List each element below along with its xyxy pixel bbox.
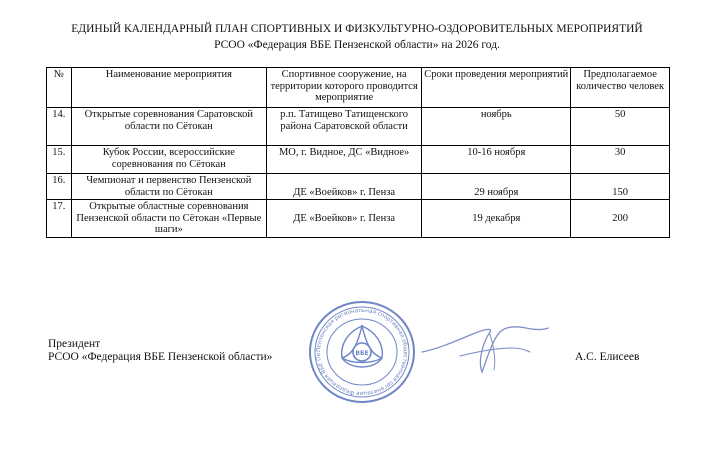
cell-venue: ДЕ «Воейков» г. Пенза (267, 200, 422, 238)
cell-number: 15. (47, 146, 72, 174)
signatory-organization: РСОО «Федерация ВБЕ Пензенской области» (48, 351, 273, 363)
table-row (47, 108, 670, 146)
table-row (47, 146, 670, 174)
col-header-number: № (47, 68, 72, 108)
document-title-line1: ЕДИНЫЙ КАЛЕНДАРНЫЙ ПЛАН СПОРТИВНЫХ И ФИЗКУЛЬТУРНО-ОЗДОРОВИТЕЛЬНЫХ МЕРОПРИЯТИЙ (71, 23, 643, 35)
col-header-event-name: Наименование мероприятия (71, 68, 266, 108)
table-row (47, 200, 670, 238)
cell-event-name: Открытые областные соревнования Пензенской области по Сётокан «Первые шаги» (71, 200, 266, 238)
cell-participants: 150 (571, 174, 670, 200)
cell-number: 16. (47, 174, 72, 200)
cell-participants: 50 (571, 108, 670, 146)
table-header-row (47, 68, 670, 108)
cell-dates: 10-16 ноября (422, 146, 571, 174)
col-header-participants: Предполагаемое количество человек (571, 68, 670, 108)
cell-number: 14. (47, 108, 72, 146)
cell-venue: ДЕ «Воейков» г. Пенза (267, 174, 422, 200)
cell-number: 17. (47, 200, 72, 238)
cell-participants: 30 (571, 146, 670, 174)
events-table (46, 67, 670, 238)
cell-event-name: Кубок России, всероссийские соревнования по Сётокан (71, 146, 266, 174)
cell-event-name: Открытые соревнования Саратовской области по Сётокан (71, 108, 266, 146)
signatory-position-title: Президент (48, 338, 101, 350)
cell-venue: р.п. Татищево Татищенского района Саратовской области (267, 108, 422, 146)
cell-dates: 19 декабря (422, 200, 571, 238)
document-title-line2: РСОО «Федерация ВБЕ Пензенской области» на 2026 год. (214, 39, 500, 51)
col-header-dates: Сроки проведения мероприятий (422, 68, 571, 108)
stamp-text: Пензенская региональная спортивная общественная организация Федерация ВБЕ Пе (315, 307, 409, 397)
cell-dates: ноябрь (422, 108, 571, 146)
svg-text:ВБЕ: ВБЕ (355, 350, 369, 357)
svg-text:Пензенская региональная спорти (308, 300, 408, 396)
col-header-venue: Спортивное сооружение, на территории которого проводится мероприятие (267, 68, 422, 108)
cell-event-name: Чемпионат и первенство Пензенской области по Сётокан (71, 174, 266, 200)
handwritten-signature (420, 318, 550, 378)
signatory-name: А.С. Елисеев (575, 351, 640, 363)
cell-venue: МО, г. Видное, ДС «Видное» (267, 146, 422, 174)
cell-participants: 200 (571, 200, 670, 238)
cell-dates: 29 ноября (422, 174, 571, 200)
table-row (47, 174, 670, 200)
official-stamp (308, 300, 416, 404)
